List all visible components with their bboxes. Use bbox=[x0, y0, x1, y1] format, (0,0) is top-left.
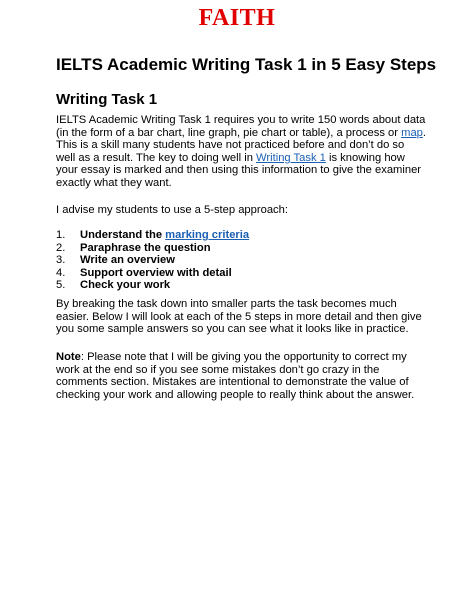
intro-text-3: is knowing how your essay is marked and then using this information to give the examiner exactly what they want. bbox=[56, 151, 422, 189]
list-item-number: 3. bbox=[56, 254, 66, 267]
list-item-text: Write an overview bbox=[80, 254, 175, 267]
marking-criteria-link[interactable]: marking criteria bbox=[165, 229, 250, 241]
list-item-text: Support overview with detail bbox=[80, 266, 232, 279]
list-item bbox=[56, 267, 426, 280]
intro-paragraph bbox=[56, 114, 426, 190]
list-item bbox=[56, 254, 426, 267]
list-item-text: Paraphrase the question bbox=[80, 241, 211, 254]
note-paragraph bbox=[56, 351, 426, 401]
intro-text-1: IELTS Academic Writing Task 1 requires you to write 150 words about data (in the form of a bar chart, line graph, pie chart or table), a process or bbox=[56, 114, 426, 139]
list-item bbox=[56, 279, 426, 292]
list-item-number: 1. bbox=[56, 229, 66, 241]
list-item bbox=[56, 242, 426, 255]
approach-paragraph bbox=[56, 204, 426, 217]
note-text: : Please note that I will be giving you the opportunity to correct my work at the end so if you see some mistakes don’t go crazy in the comments section. Mistakes are intentional to demonstrate the value of checking your work and allowing people to really think about the answer. bbox=[56, 351, 415, 401]
list-item-text: Check your work bbox=[80, 279, 171, 292]
brand-logo: FAITH bbox=[198, 5, 276, 31]
breakdown-text: By breaking the task down into smaller parts the task becomes much easier. Below I will look at each of the 5 steps in more detail and then give you some sample answers so you can see what it looks like in practice. bbox=[56, 298, 422, 336]
page-title: IELTS Academic Writing Task 1 in 5 Easy Steps bbox=[56, 55, 437, 74]
list-item-text: Understand the bbox=[80, 229, 166, 241]
map-link[interactable]: map bbox=[401, 126, 423, 139]
list-item bbox=[56, 229, 426, 242]
approach-text: I advise my students to use a 5-step approach: bbox=[56, 204, 288, 216]
note-label: Note bbox=[56, 351, 81, 363]
writing-task-1-link[interactable]: Writing Task 1 bbox=[256, 151, 326, 164]
list-item-number: 5. bbox=[56, 279, 66, 292]
section-heading: Writing Task 1 bbox=[56, 91, 158, 108]
list-item-number: 2. bbox=[56, 241, 66, 254]
intro-text-2: . This is a skill many students have not practiced before and don’t do so well as a result. The key to doing well in bbox=[56, 126, 426, 164]
steps-list bbox=[56, 229, 426, 292]
breakdown-paragraph bbox=[56, 298, 426, 336]
list-item-number: 4. bbox=[56, 266, 66, 279]
